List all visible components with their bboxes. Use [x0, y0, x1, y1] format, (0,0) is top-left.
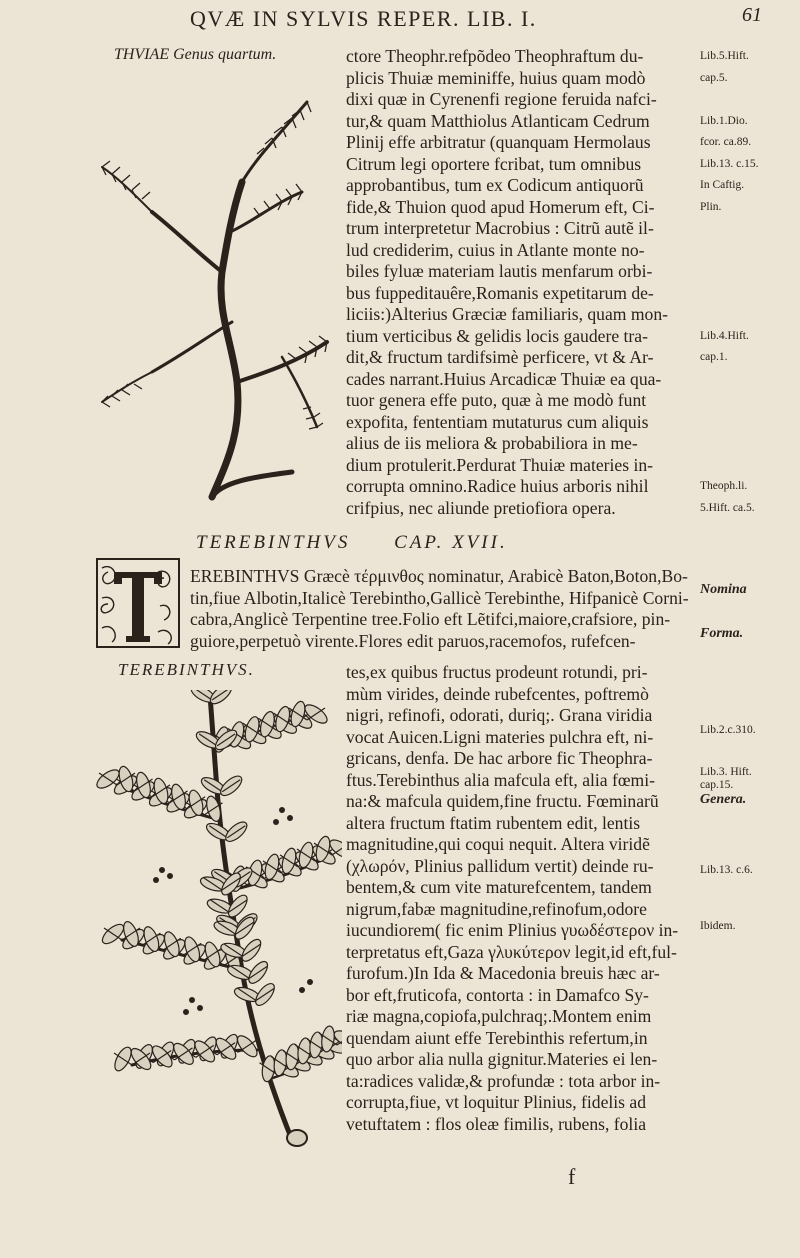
marginal-note: 5.Hift. ca.5.: [700, 501, 755, 514]
marginal-note: In Caftig.: [700, 179, 745, 191]
figure-caption-thuia: THVIAE Genus quartum.: [114, 46, 277, 63]
text-line: magnitudine,qui coqui nequit. Altera viridẽ: [346, 834, 650, 854]
text-line: biles fyluæ materiam lautis menfarum orbi-: [346, 261, 653, 281]
text-line: Citrum legi oportere fcribat, tum omnibus: [346, 153, 642, 174]
marginal-note: cap.5.: [700, 71, 728, 84]
text-line: quendam aiunt effe Terebinthis refertum,in: [346, 1027, 648, 1048]
text-line: lud crediderim, cuius in Atlante monte no-: [346, 239, 645, 260]
text-line: dit,& fructum tardifsimè perficere, vt & Ar-: [346, 347, 654, 367]
text-line: iucundiorem( fic enim Plinius γυωδέστερον in-: [346, 920, 679, 940]
text-line: vocat Auicen.Ligni materies pulchra eft, ni-: [346, 726, 654, 747]
marginal-note: Lib.3. Hift.: [700, 766, 752, 778]
decorated-initial-t: [96, 558, 180, 648]
text-line: trum interpretetur Macrobius : Citrũ autẽ il-: [346, 218, 654, 238]
text-line: riæ magna,copiofa,pulchraq;.Montem enim: [346, 1006, 652, 1026]
text-line: cabra,Anglicè Terpentine tree.Folio eft Lẽtifci,maiore,crafsiore, pin-: [190, 609, 671, 629]
text-line: mùm virides, deinde rubefcentes, poftremò: [346, 683, 649, 704]
text-line: bus fuppeditauêre,Romanis expetitarum de-: [346, 282, 654, 303]
text-line: nigrum,fabæ magnitudine,refinofum,odore: [346, 898, 647, 919]
marginal-note: cap.15.: [700, 779, 734, 791]
text-line: altera fructum ftatim rubentem edit, lentis: [346, 812, 641, 833]
text-line: corrupta omnino.Radice huius arboris nihil: [346, 476, 649, 496]
marginal-note: Lib.4.Hift.: [700, 329, 749, 342]
column-thuia-text: [346, 46, 692, 519]
marginal-note: Genera.: [700, 792, 747, 807]
chapter-intro: [190, 566, 690, 652]
text-line: nigri, refinofi, odorati, duriq;. Grana viridia: [346, 705, 653, 725]
text-line: quo arbor alia nulla gignitur.Materies ei len-: [346, 1049, 658, 1069]
signature-mark: f: [568, 1164, 576, 1189]
text-line: tium verticibus & gelidis locis gaudere tra-: [346, 325, 648, 346]
text-line: dixi quæ in Cyrenenfi regione feruida nafci-: [346, 89, 657, 109]
text-line: plicis Thuiæ meminiffe, huius quam modò: [346, 67, 646, 88]
text-line: cades narrant.Huius Arcadicæ Thuiæ ea qua-: [346, 368, 662, 389]
text-line: Plinij effe arbitratur (quanquam Hermolaus: [346, 132, 651, 152]
text-line: vetuftatem : flos oleæ fimilis, rubens, folia: [346, 1113, 647, 1134]
marginal-note: Lib.2.c.310.: [700, 724, 756, 736]
text-line: dium protulerit.Perdurat Thuiæ materies in-: [346, 454, 654, 475]
text-line: (χλωρόν, Plinius pallidum vertit) deinde ru-: [346, 855, 654, 876]
text-line: furofum.)In Ida & Macedonia breuis hæc ar-: [346, 963, 660, 983]
text-line: tes,ex quibus fructus prodeunt rotundi, pri-: [346, 662, 648, 682]
folio-number: 61: [742, 4, 762, 26]
text-line: expofita, fententiam mutaturus cum aliquis: [346, 411, 649, 432]
thuia-woodcut: [92, 82, 342, 512]
marginal-note: Lib.13. c.15.: [700, 157, 759, 170]
text-line: fide,& Thuion quod apud Homerum eft, Ci-: [346, 196, 655, 217]
text-line: bor eft,fruticofa, contorta : in Damafco Sy-: [346, 984, 649, 1005]
text-line: approbantibus, tum ex Codicum antiquorũ: [346, 175, 644, 195]
text-line: ftus.Terebinthus alia mafcula eft, alia fœmi-: [346, 769, 655, 790]
chapter-title: TEREBINTHVS: [196, 532, 351, 553]
chapter-heading: [196, 532, 756, 554]
text-line: ctore Theophr.refpõdeo Theophraftum du-: [346, 46, 644, 66]
marginal-note: cap.1.: [700, 351, 728, 363]
text-line: tur,& quam Matthiolus Atlanticam Cedrum: [346, 110, 650, 131]
text-line: liciis:)Alterius Græciæ familiaris, quam mon-: [346, 304, 669, 324]
text-line: na:& mafcula quidem,fine fructu. Fœminarũ: [346, 791, 659, 811]
text-line: tuor genera effe puto, quæ à me modò funt: [346, 390, 647, 410]
running-title: QVÆ IN SYLVIS REPER. LIB. I.: [190, 6, 537, 31]
text-line: guiore,perpetuò virente.Flores edit paruos,racemofos, rufefcen-: [190, 630, 636, 651]
marginal-note: Lib.13. c.6.: [700, 864, 753, 876]
text-line: EREBINTHVS Græcè τέρμινθος nominatur, Arabicè Baton,Boton,Bo-: [190, 566, 688, 586]
chapter-number: CAP. XVII.: [394, 532, 508, 553]
column-terebinthus-text: [346, 662, 692, 1135]
marginal-note: Theoph.li.: [700, 480, 748, 492]
text-line: gricans, denfa. De hac arbore fic Theophra-: [346, 748, 653, 768]
text-line: alius de iis meliora & probabiliora in me-: [346, 433, 638, 453]
marginal-note: fcor. ca.89.: [700, 136, 752, 148]
text-line: crifpius, nec aliunde pretiofiora opera.: [346, 497, 616, 518]
marginal-note: Lib.5.Hift.: [700, 50, 749, 62]
terebinthus-woodcut: [92, 690, 342, 1150]
marginal-note: Plin.: [700, 200, 722, 213]
figure-caption-terebinthus: TEREBINTHVS.: [118, 660, 255, 679]
marginal-note: Lib.1.Dio.: [700, 114, 748, 127]
text-line: ta:radices validæ,& profundæ : tota arbor in-: [346, 1070, 661, 1091]
text-line: tin,fiue Albotin,Italicè Terebintho,Gallicè Terebinthe, Hifpanicè Corni-: [190, 587, 689, 608]
marginal-note: Ibidem.: [700, 920, 736, 932]
text-line: terpretatus eft,Gaza γλυκύτερον legit,id eft,ful-: [346, 941, 677, 962]
text-line: bentem,& cum vite maturefcentem, tandem: [346, 877, 652, 897]
marginal-note: Forma.: [700, 626, 744, 641]
marginal-note: Nomina: [700, 582, 747, 597]
text-line: corrupta,fiue, vt loquitur Plinius, fidelis ad: [346, 1092, 647, 1112]
